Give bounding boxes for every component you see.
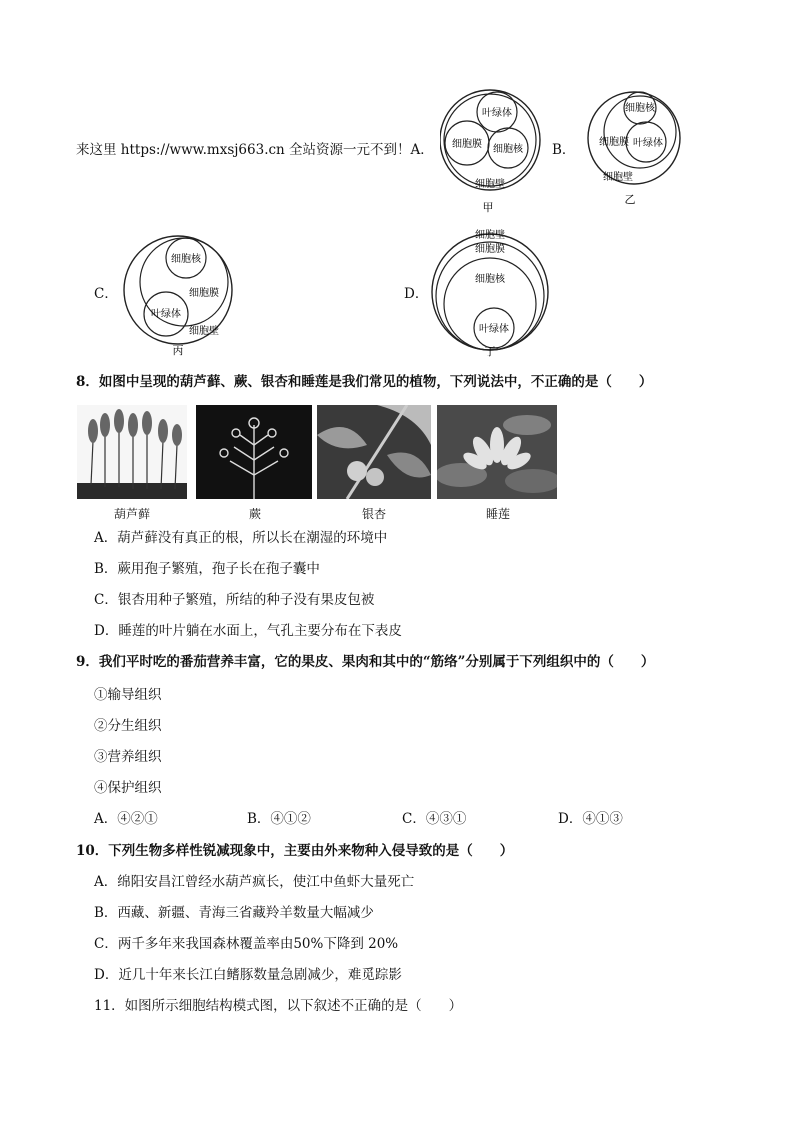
label-membrane: 细胞膜 (452, 139, 482, 150)
photo-caption-ginkgo: 银杏 (361, 507, 386, 521)
label-membrane: 细胞膜 (189, 288, 219, 299)
q10-option-a: A．绵阳安昌江曾经水葫芦疯长，使江中鱼虾大量死亡 (94, 874, 415, 890)
q9-item-1: ①输导组织 (94, 687, 162, 703)
label-nucleus: 细胞核 (625, 103, 655, 114)
caption-a: 甲 (482, 201, 494, 214)
cell-diagram-a (440, 88, 546, 216)
cell-diagram-b (584, 88, 684, 208)
label-wall: 细胞壁 (603, 172, 633, 183)
q9-item-3: ③营养组织 (94, 749, 162, 765)
fern-photo (196, 405, 312, 499)
q10-option-b: B．西藏、新疆、青海三省藏羚羊数量大幅减少 (94, 905, 374, 921)
q11-stem: 11．如图所示细胞结构模式图，以下叙述不正确的是（ ） (94, 998, 463, 1014)
q9-option-b: B．④①② (247, 811, 311, 827)
q10-option-d: D．近几十年来长江白鳍豚数量急剧减少，难觅踪影 (94, 967, 402, 983)
cell-diagram-c (122, 232, 244, 358)
label-chloroplast: 叶绿体 (633, 138, 663, 149)
q7-option-b-label: B． (552, 142, 576, 158)
label-membrane: 细胞膜 (599, 137, 629, 148)
q8-option-a: A．葫芦藓没有真正的根，所以长在潮湿的环境中 (94, 530, 388, 546)
caption-b: 乙 (624, 193, 636, 206)
q7-option-d-label: D． (404, 286, 429, 302)
q8-option-d: D．睡莲的叶片躺在水面上，气孔主要分布在下表皮 (94, 623, 402, 639)
label-wall: 细胞壁 (475, 230, 505, 241)
caption-d: 丁 (484, 345, 496, 358)
label-wall: 细胞壁 (475, 179, 505, 190)
label-nucleus: 细胞核 (493, 144, 523, 155)
ginkgo-photo (317, 405, 431, 499)
label-chloroplast: 叶绿体 (479, 324, 509, 335)
label-wall: 细胞壁 (189, 326, 219, 337)
photo-caption-moss: 葫芦藓 (113, 507, 150, 521)
q7-option-c-label: C． (94, 286, 118, 302)
photo-caption-water-lily: 睡莲 (485, 507, 510, 521)
q9-option-a: A．④②① (94, 811, 158, 827)
q9-option-c: C．④③① (402, 811, 467, 827)
photo-caption-fern: 蕨 (248, 507, 261, 521)
q10-stem: 10．下列生物多样性锐减现象中，主要由外来物种入侵导致的是（ ） (76, 843, 514, 859)
q9-item-4: ④保护组织 (94, 780, 162, 796)
q8-option-c: C．银杏用种子繁殖，所结的种子没有果皮包被 (94, 592, 375, 608)
q9-option-d: D．④①③ (558, 811, 623, 827)
caption-c: 丙 (172, 344, 184, 357)
label-chloroplast: 叶绿体 (482, 108, 512, 119)
water-lily-photo (437, 405, 557, 499)
q9-stem: 9．我们平时吃的番茄营养丰富，它的果皮、果肉和其中的“筋络”分别属于下列组织中的（ ） (76, 654, 655, 670)
label-chloroplast: 叶绿体 (151, 309, 181, 320)
q7-intro: 来这里 https://www.mxsj663.cn 全站资源一元不到！A． (76, 142, 434, 158)
q9-item-2: ②分生组织 (94, 718, 162, 734)
q8-stem: 8．如图中呈现的葫芦藓、蕨、银杏和睡莲是我们常见的植物，下列说法中，不正确的是（ ） (76, 374, 653, 390)
q10-option-c: C．两千多年来我国森林覆盖率由50%下降到 20% (94, 936, 399, 952)
label-nucleus: 细胞核 (171, 254, 201, 265)
moss-photo (77, 405, 187, 499)
q8-option-b: B．蕨用孢子繁殖，孢子长在孢子囊中 (94, 561, 320, 577)
label-membrane: 细胞膜 (475, 244, 505, 255)
cell-diagram-d (430, 224, 554, 358)
label-nucleus: 细胞核 (475, 274, 505, 285)
